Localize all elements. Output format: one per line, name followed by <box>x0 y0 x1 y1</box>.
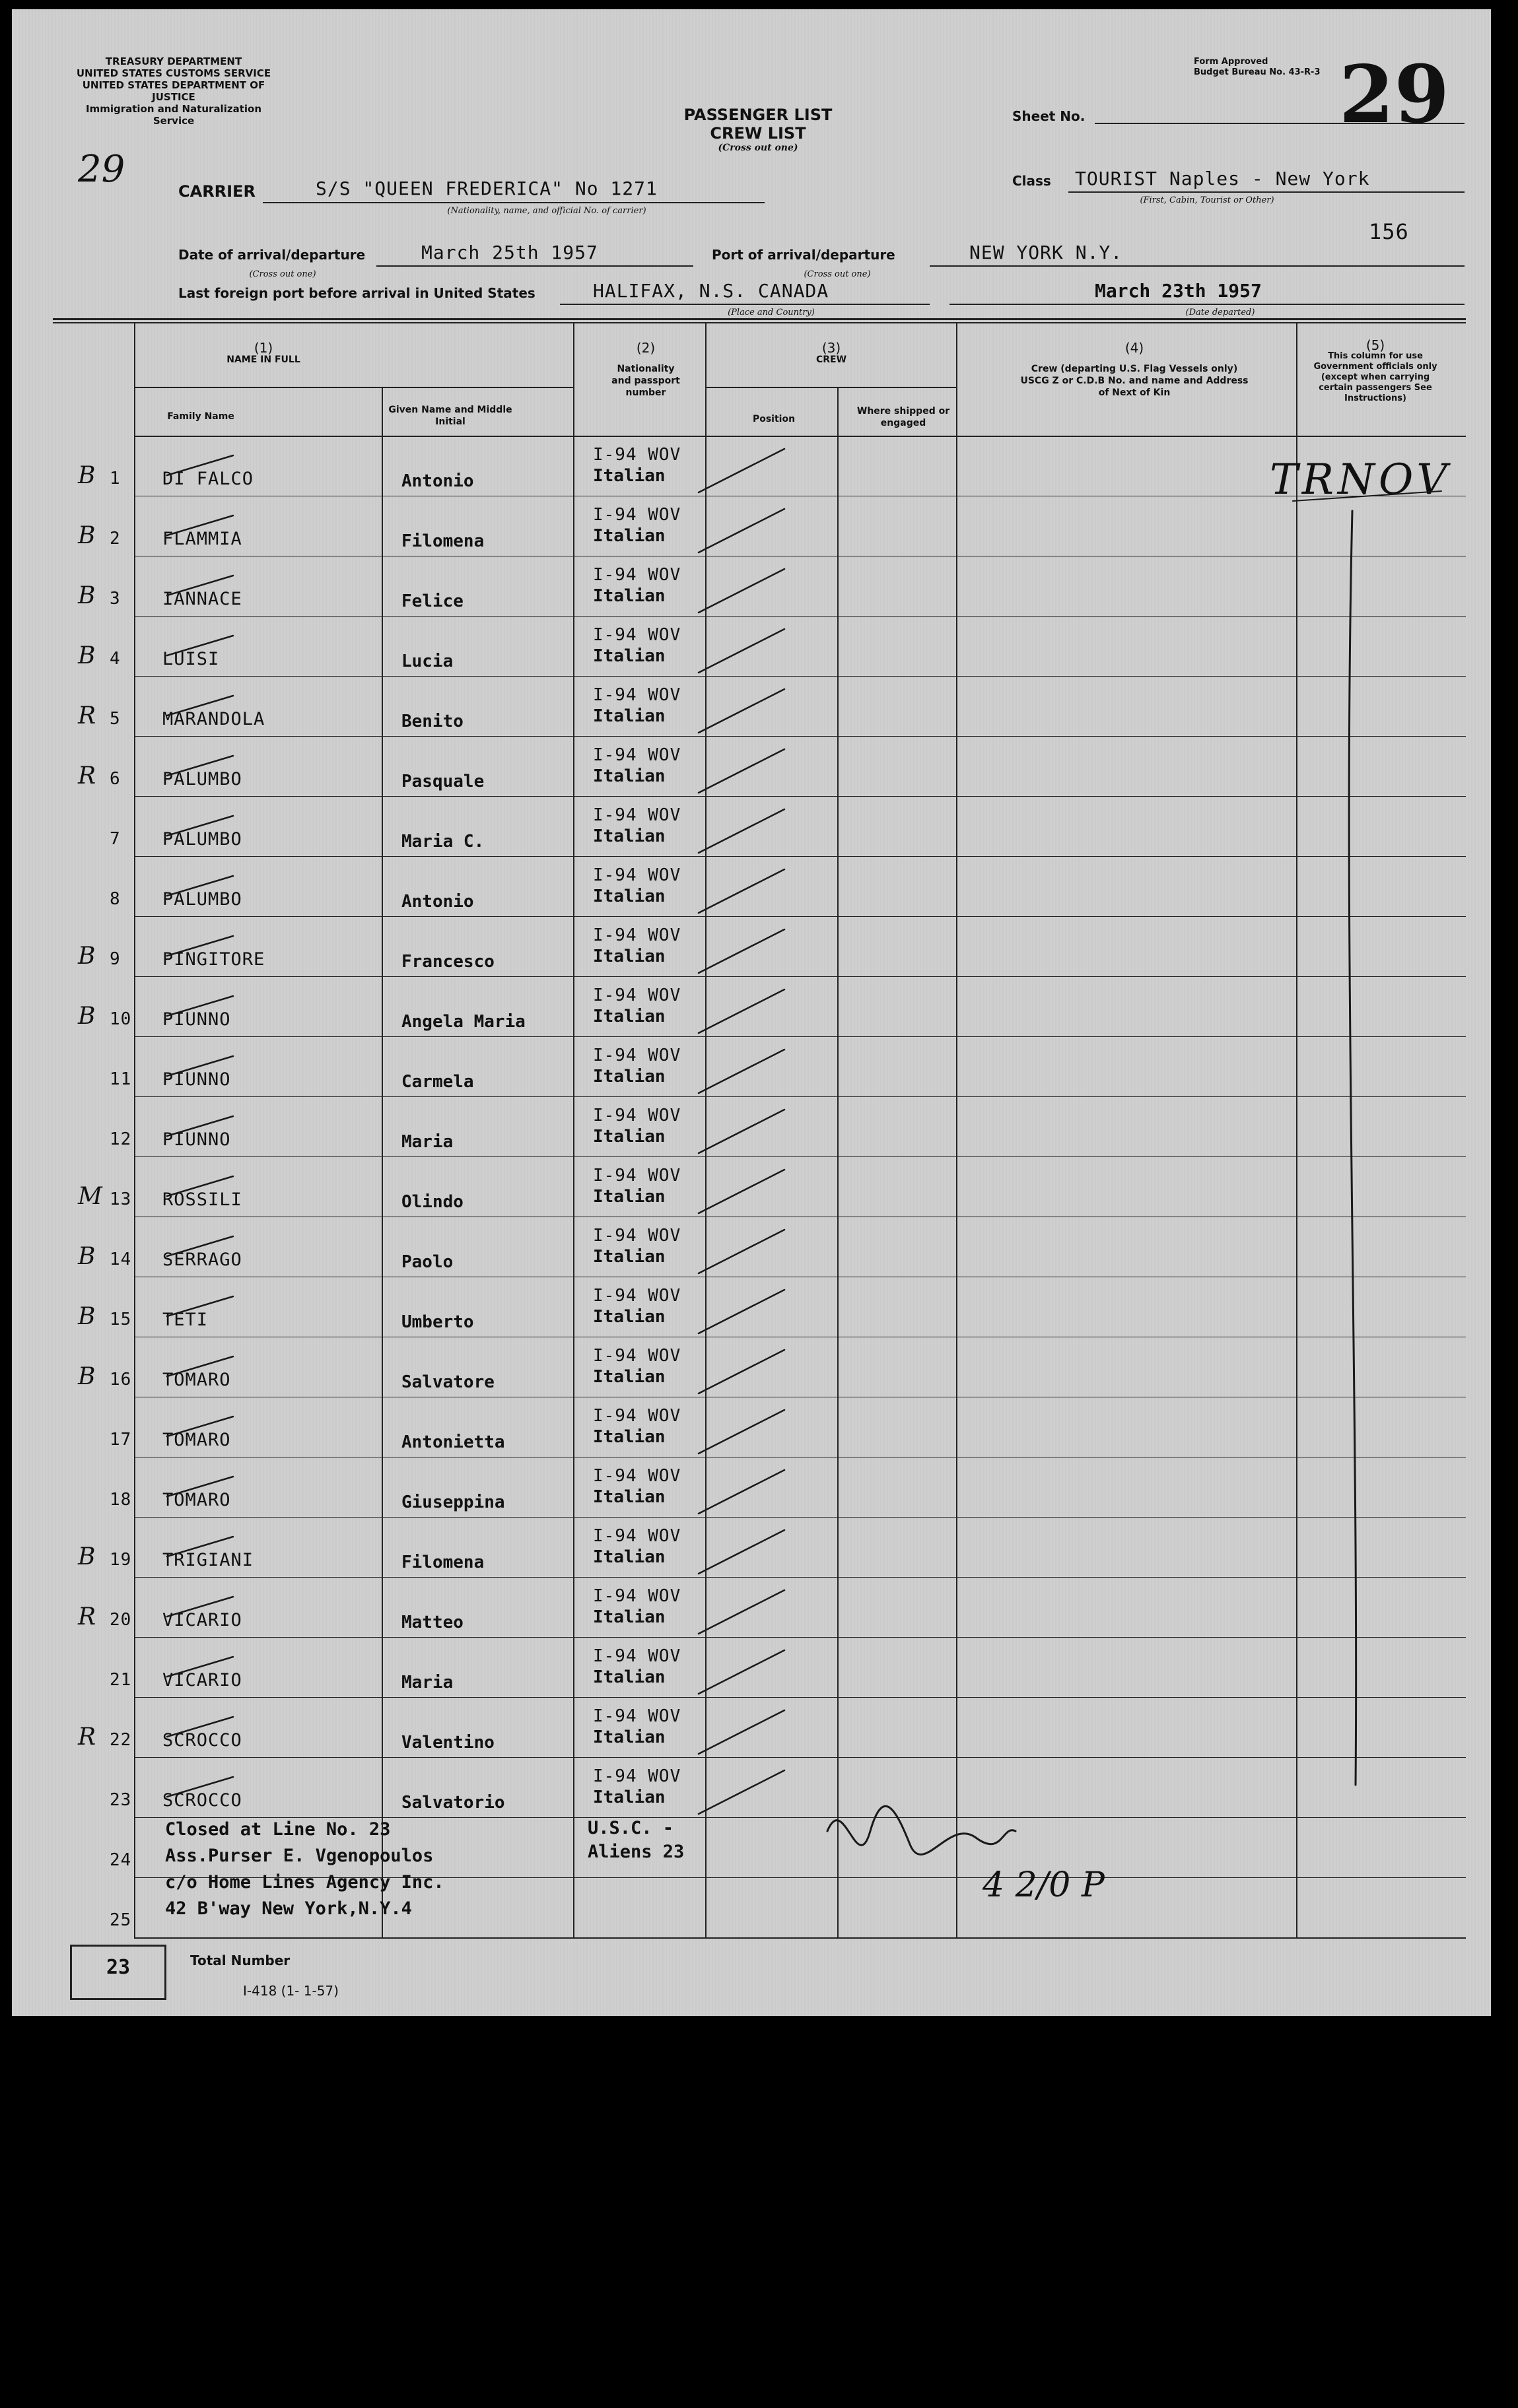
passport-check-stroke <box>699 1470 784 1514</box>
passport-check-stroke <box>699 1770 784 1814</box>
name-check-stroke <box>167 1657 233 1677</box>
row-number: 4 <box>110 649 121 669</box>
passport-check-stroke <box>699 989 784 1033</box>
name-check-stroke <box>167 1597 233 1617</box>
row-mark: B <box>78 1243 96 1270</box>
title-passenger-list: PASSENGER LIST <box>683 106 833 124</box>
family-name: PALUMBO <box>162 889 242 910</box>
passport-number: I-94 WOV <box>593 1586 681 1606</box>
carrier-label: CARRIER <box>178 182 256 201</box>
row-number: 13 <box>110 1189 132 1209</box>
row-number: 25 <box>110 1910 132 1930</box>
family-name: ROSSILI <box>162 1189 242 1210</box>
title-cross-out: (Cross out one) <box>718 143 798 153</box>
col2-title: Nationality and passport number <box>611 364 680 398</box>
name-check-stroke <box>167 636 233 655</box>
row-mark: B <box>78 1363 96 1390</box>
nationality: Italian <box>593 1727 666 1747</box>
row-number: 24 <box>110 1850 132 1870</box>
row-number: 11 <box>110 1069 132 1089</box>
sheet-number: 29 <box>1339 48 1449 141</box>
passport-number: I-94 WOV <box>593 1106 681 1125</box>
passport-check-stroke <box>699 1110 784 1153</box>
passport-check-stroke <box>699 1590 784 1634</box>
passport-number: I-94 WOV <box>593 1766 681 1786</box>
carrier-value: S/S "QUEEN FREDERICA" No 1271 <box>316 178 658 199</box>
name-check-stroke <box>167 936 233 956</box>
passport-number: I-94 WOV <box>593 745 681 765</box>
departure-date-caption: (Date departed) <box>1185 308 1255 318</box>
given-name: Antonio <box>401 892 474 912</box>
given-name: Angela Maria <box>401 1012 526 1032</box>
port-label: Port of arrival/departure <box>712 247 895 263</box>
agency-line-4: Immigration and Naturalization Service <box>86 103 261 127</box>
given-name: Carmela <box>401 1072 474 1092</box>
nationality: Italian <box>593 1667 666 1687</box>
row-mark: R <box>78 1603 96 1630</box>
col1a-header: Family Name <box>167 411 234 422</box>
row-mark: R <box>78 1723 96 1751</box>
nationality: Italian <box>593 1607 666 1627</box>
name-check-stroke <box>167 1236 233 1256</box>
col5-handwritten-note: TRNOV <box>1270 455 1451 504</box>
passport-number: I-94 WOV <box>593 1646 681 1666</box>
nationality: Italian <box>593 586 666 606</box>
row-number: 2 <box>110 529 121 549</box>
given-name: Felice <box>401 591 464 611</box>
nationality: Italian <box>593 466 666 486</box>
name-check-stroke <box>167 1296 233 1316</box>
passport-number: I-94 WOV <box>593 1406 681 1426</box>
nationality: Italian <box>593 1247 666 1267</box>
col4-title: Crew (departing U.S. Flag Vessels only) USCG Z or C.D.B No. and name and Address of Next of Kin <box>1020 364 1249 398</box>
carrier-caption: (Nationality, name, and official No. of carrier) <box>447 206 646 216</box>
name-check-stroke <box>167 576 233 595</box>
family-name: IANNACE <box>162 589 242 609</box>
family-name: TOMARO <box>162 1370 231 1390</box>
arrival-date-value: March 25th 1957 <box>421 242 598 263</box>
row-mark: B <box>78 943 96 970</box>
closing-line-3: c/o Home Lines Agency Inc. <box>165 1872 444 1892</box>
passport-number: I-94 WOV <box>593 1706 681 1726</box>
family-name: SCROCCO <box>162 1790 242 1811</box>
passport-check-stroke <box>699 1290 784 1333</box>
row-mark: B <box>78 1003 96 1030</box>
col5-vertical-stroke <box>1349 511 1356 1785</box>
row-mark: B <box>78 1303 96 1330</box>
row-number: 22 <box>110 1730 132 1750</box>
given-name: Pasquale <box>401 772 485 791</box>
margin-page-number: 29 <box>78 148 125 191</box>
title-crew-list: CREW LIST <box>710 124 806 143</box>
row-number: 5 <box>110 709 121 729</box>
nationality: Italian <box>593 1307 666 1327</box>
row-number: 6 <box>110 769 121 789</box>
passport-number: I-94 WOV <box>593 865 681 885</box>
nationality: Italian <box>593 1487 666 1507</box>
nationality: Italian <box>593 1367 666 1387</box>
uscg-line-2: Aliens 23 <box>588 1842 685 1862</box>
family-name: PIUNNO <box>162 1009 231 1030</box>
uscg-line-1: U.S.C. - <box>588 1818 674 1838</box>
passport-check-stroke <box>699 1350 784 1393</box>
col5-underline-stroke <box>1293 491 1441 501</box>
family-name: MARANDOLA <box>162 709 265 729</box>
port-caption: (Cross out one) <box>804 269 871 279</box>
family-name: VICARIO <box>162 1670 242 1690</box>
name-check-stroke <box>167 1537 233 1556</box>
family-name: VICARIO <box>162 1610 242 1630</box>
name-check-stroke <box>167 816 233 836</box>
given-name: Lucia <box>401 652 454 671</box>
closing-line-1: Closed at Line No. 23 <box>165 1819 391 1840</box>
family-name: PALUMBO <box>162 829 242 850</box>
row-number: 8 <box>110 889 121 909</box>
passport-number: I-94 WOV <box>593 625 681 645</box>
class-number: 156 <box>1369 219 1409 244</box>
family-name: TRIGIANI <box>162 1550 254 1570</box>
col1b-header: Given Name and Middle Initial <box>388 405 512 427</box>
passport-number: I-94 WOV <box>593 1286 681 1306</box>
passport-number: I-94 WOV <box>593 1526 681 1546</box>
passport-check-stroke <box>699 1050 784 1093</box>
given-name: Matteo <box>401 1613 464 1632</box>
col3b-header: Where shipped or engaged <box>856 406 950 428</box>
class-caption: (First, Cabin, Tourist or Other) <box>1140 195 1274 205</box>
form-number: I-418 (1- 1-57) <box>243 1983 339 1999</box>
passport-check-stroke <box>699 509 784 552</box>
last-port-label: Last foreign port before arrival in United States <box>178 285 535 301</box>
agency-line-2: UNITED STATES CUSTOMS SERVICE <box>76 67 271 79</box>
col1-title: NAME IN FULL <box>226 354 300 365</box>
nationality: Italian <box>593 526 666 546</box>
port-value: NEW YORK N.Y. <box>969 242 1123 263</box>
arrival-date-label: Date of arrival/departure <box>178 247 366 263</box>
nationality: Italian <box>593 1067 666 1087</box>
row-mark: B <box>78 1543 96 1570</box>
passport-check-stroke <box>699 569 784 613</box>
passport-number: I-94 WOV <box>593 986 681 1005</box>
document-page <box>12 9 1491 2016</box>
passport-number: I-94 WOV <box>593 1346 681 1366</box>
passport-number: I-94 WOV <box>593 1226 681 1246</box>
passport-check-stroke <box>699 629 784 673</box>
given-name: Maria <box>401 1132 454 1152</box>
row-number: 15 <box>110 1310 132 1329</box>
col3-number: (3) <box>821 340 841 356</box>
given-name: Olindo <box>401 1192 464 1212</box>
passport-number: I-94 WOV <box>593 925 681 945</box>
family-name: PALUMBO <box>162 769 242 789</box>
family-name: TETI <box>162 1310 209 1330</box>
pen-strokes <box>12 9 1491 2016</box>
given-name: Antonietta <box>401 1432 505 1452</box>
class-label: Class <box>1012 173 1051 189</box>
given-name: Salvatorio <box>401 1793 505 1813</box>
row-number: 17 <box>110 1430 132 1450</box>
given-name: Filomena <box>401 1553 485 1572</box>
row-number: 16 <box>110 1370 132 1389</box>
row-number: 12 <box>110 1129 132 1149</box>
passport-number: I-94 WOV <box>593 445 681 465</box>
col2-number: (2) <box>636 340 656 356</box>
total-label: Total Number <box>190 1953 291 1968</box>
passport-number: I-94 WOV <box>593 565 681 585</box>
given-name: Antonio <box>401 471 474 491</box>
passport-check-stroke <box>699 689 784 733</box>
given-name: Giuseppina <box>401 1492 505 1512</box>
passport-check-stroke <box>699 1530 784 1574</box>
name-check-stroke <box>167 1477 233 1496</box>
nationality: Italian <box>593 1127 666 1147</box>
passport-check-stroke <box>699 929 784 973</box>
given-name: Valentino <box>401 1733 495 1753</box>
col5-title: This column for use Government officials only (except when carrying certain passengers See Instructions) <box>1313 351 1437 403</box>
nationality: Italian <box>593 947 666 966</box>
row-mark: B <box>78 522 96 549</box>
nationality: Italian <box>593 826 666 846</box>
name-check-stroke <box>167 1717 233 1737</box>
name-check-stroke <box>167 455 233 475</box>
given-name: Benito <box>401 712 464 731</box>
passport-check-stroke <box>699 1170 784 1213</box>
given-name: Paolo <box>401 1252 454 1272</box>
total-value: 23 <box>106 1956 131 1979</box>
handwritten-code: 4 2/0 P <box>983 1865 1105 1905</box>
row-number: 19 <box>110 1550 132 1570</box>
passport-number: I-94 WOV <box>593 1466 681 1486</box>
row-mark: B <box>78 582 96 609</box>
row-number: 20 <box>110 1610 132 1630</box>
family-name: LUISI <box>162 649 220 669</box>
col1-number: (1) <box>254 340 273 356</box>
col4-number: (4) <box>1124 340 1144 356</box>
row-mark: B <box>78 462 96 489</box>
row-number: 21 <box>110 1670 132 1690</box>
form-approved: Form Approved <box>1194 57 1268 67</box>
row-number: 23 <box>110 1790 132 1810</box>
row-number: 18 <box>110 1490 132 1510</box>
name-check-stroke <box>167 1417 233 1436</box>
family-name: SERRAGO <box>162 1250 242 1270</box>
nationality: Italian <box>593 886 666 906</box>
passport-number: I-94 WOV <box>593 505 681 525</box>
family-name: SCROCCO <box>162 1730 242 1751</box>
name-check-stroke <box>167 876 233 896</box>
passport-check-stroke <box>699 1410 784 1454</box>
name-check-stroke <box>167 696 233 716</box>
passport-check-stroke <box>699 1710 784 1754</box>
closing-line-2: Ass.Purser E. Vgenopoulos <box>165 1846 434 1866</box>
passport-check-stroke <box>699 809 784 853</box>
given-name: Francesco <box>401 952 495 972</box>
row-number: 14 <box>110 1250 132 1269</box>
agency-line-3: UNITED STATES DEPARTMENT OF JUSTICE <box>82 79 265 103</box>
name-check-stroke <box>167 1056 233 1076</box>
family-name: DI FALCO <box>162 469 254 489</box>
col3a-header: Position <box>752 414 796 424</box>
name-check-stroke <box>167 1176 233 1196</box>
family-name: TOMARO <box>162 1490 231 1510</box>
family-name: PIUNNO <box>162 1069 231 1090</box>
nationality: Italian <box>593 646 666 666</box>
row-number: 7 <box>110 829 121 849</box>
family-name: PIUNNO <box>162 1129 231 1150</box>
last-port-value: HALIFAX, N.S. CANADA <box>593 280 829 302</box>
row-number: 3 <box>110 589 121 609</box>
nationality: Italian <box>593 1427 666 1447</box>
nationality: Italian <box>593 766 666 786</box>
given-name: Filomena <box>401 531 485 551</box>
given-name: Umberto <box>401 1312 474 1332</box>
given-name: Maria C. <box>401 832 485 852</box>
name-check-stroke <box>167 1356 233 1376</box>
passport-check-stroke <box>699 749 784 793</box>
nationality: Italian <box>593 1788 666 1807</box>
class-value: TOURIST Naples - New York <box>1075 168 1370 189</box>
given-name: Salvatore <box>401 1372 495 1392</box>
passport-number: I-94 WOV <box>593 805 681 825</box>
name-check-stroke <box>167 1116 233 1136</box>
arrival-date-caption: (Cross out one) <box>249 269 316 279</box>
agency-line-1: TREASURY DEPARTMENT <box>105 55 242 67</box>
name-check-stroke <box>167 516 233 535</box>
budget-bureau: Budget Bureau No. 43-R-3 <box>1194 67 1321 77</box>
family-name: FLAMMIA <box>162 529 242 549</box>
passport-check-stroke <box>699 1650 784 1694</box>
passport-number: I-94 WOV <box>593 685 681 705</box>
row-number: 10 <box>110 1009 132 1029</box>
family-name: PINGITORE <box>162 949 265 970</box>
row-mark: B <box>78 642 96 669</box>
row-mark: R <box>78 762 96 789</box>
signature-stroke <box>827 1806 1016 1854</box>
closing-line-4: 42 B'way New York,N.Y.4 <box>165 1898 412 1919</box>
passport-check-stroke <box>699 1230 784 1273</box>
passport-number: I-94 WOV <box>593 1046 681 1065</box>
nationality: Italian <box>593 706 666 726</box>
col3-title: CREW <box>815 354 847 365</box>
row-number: 1 <box>110 469 121 488</box>
name-check-stroke <box>167 1777 233 1797</box>
family-name: TOMARO <box>162 1430 231 1450</box>
departure-date-value: March 23th 1957 <box>1095 280 1262 302</box>
col5-number: (5) <box>1365 337 1385 353</box>
passport-check-stroke <box>699 449 784 492</box>
nationality: Italian <box>593 1007 666 1026</box>
row-number: 9 <box>110 949 121 969</box>
passport-check-stroke <box>699 869 784 913</box>
name-check-stroke <box>167 996 233 1016</box>
row-mark: M <box>78 1183 102 1210</box>
row-mark: R <box>78 702 96 729</box>
name-check-stroke <box>167 756 233 776</box>
passport-number: I-94 WOV <box>593 1166 681 1186</box>
nationality: Italian <box>593 1547 666 1567</box>
sheet-label: Sheet No. <box>1012 108 1086 124</box>
nationality: Italian <box>593 1187 666 1207</box>
given-name: Maria <box>401 1673 454 1692</box>
last-port-caption: (Place and Country) <box>728 308 815 318</box>
